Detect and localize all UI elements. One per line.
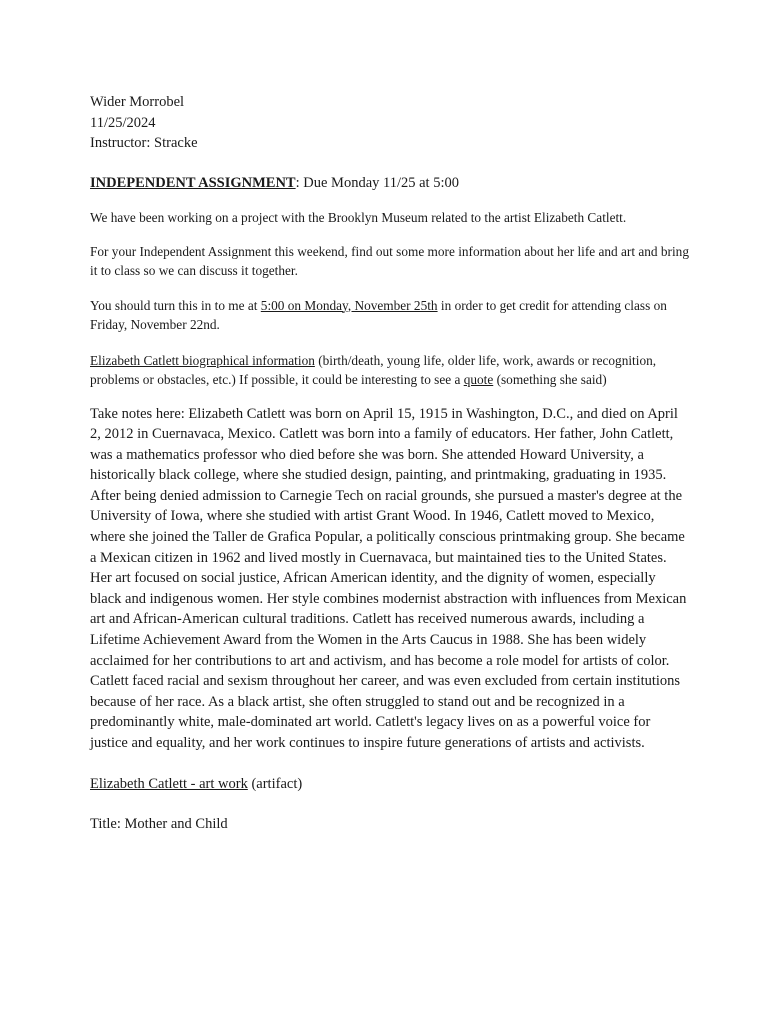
assignment-heading (90, 173, 690, 193)
artwork-suffix: (artifact) (247, 775, 303, 792)
artwork-label: Elizabeth Catlett - art work (90, 775, 248, 792)
student-name: Wider Morrobel (90, 94, 185, 110)
notes-paragraph: Take notes here: Elizabeth Catlett was born on April 15, 1915 in Washington, D.C., and died on April 2, 2012 in Cuernavaca, Mexico. Catlett was born into a family of educators. Her father, John Catlett, was a mathematics professor who died before she was born. She attended Howard University, a historically black college, where she studied design, painting, and printmaking, graduating in 1935. After being denied admission to Carnegie Tech on racial grounds, she pursued a master's degree at the University of Iowa, where she studied with artist Grant Wood. In 1946, Catlett moved to Mexico, where she joined the Taller de Grafica Popular, a politically conscious printmaking group. She became a Mexican citizen in 1962 and lived mostly in Cuernavaca, but maintained ties to the United States. Her art focused on social justice, African American identity, and the dignity of women, especially black and indigenous women. Her style combines modernist abstraction with influences from Mexican art and African-American cultural traditions. Catlett has received numerous awards, including a Lifetime Achievement Award from the Women in the Arts Caucus in 1988. She has been widely acclaimed for her contributions to art and activism, and has become a role model for artists of color. Catlett faced racial and sexism throughout her career, and was even excluded from certain institutions because of her race. As a black artist, she often struggled to stand out and be recognized in a predominantly white, male-dominated art world. Catlett's legacy lives on as a powerful voice for justice and equality, and her work continues to inspire future generations of artists and activists. (90, 405, 687, 751)
artwork-title: Title: Mother and Child (90, 815, 228, 832)
assignment-due: : Due Monday 11/25 at 5:00 (295, 174, 459, 191)
deadline-before: You should turn this in to me at (90, 297, 261, 313)
document-page (90, 92, 690, 834)
instructions-paragraph: For your Independent Assignment this weekend, find out some more information about her life and art and bring it to class so we can discuss it together. (90, 243, 689, 278)
bio-prompt-label: Elizabeth Catlett biographical information (90, 352, 315, 368)
bio-prompt-quote: quote (463, 371, 494, 387)
deadline-after: in order to get credit for attending class on Friday, November 22nd. (90, 297, 667, 332)
instructor-line: Instructor: Stracke (90, 135, 198, 151)
deadline-paragraph (90, 296, 690, 334)
assignment-title: INDEPENDENT ASSIGNMENT (90, 174, 296, 191)
bio-prompt-text: (birth/death, young life, older life, work, awards or recognition, problems or obstacles, etc.) If possible, it could be interesting to see a (90, 352, 657, 387)
document-date: 11/25/2024 (90, 114, 156, 131)
bio-prompt-paragraph (90, 351, 690, 389)
intro-paragraph: We have been working on a project with the Brooklyn Museum related to the artist Elizabeth Catlett. (90, 209, 627, 225)
artwork-heading (90, 774, 690, 794)
bio-prompt-end: (something she said) (493, 371, 607, 387)
deadline-time: 5:00 on Monday, November 25th (260, 297, 438, 313)
